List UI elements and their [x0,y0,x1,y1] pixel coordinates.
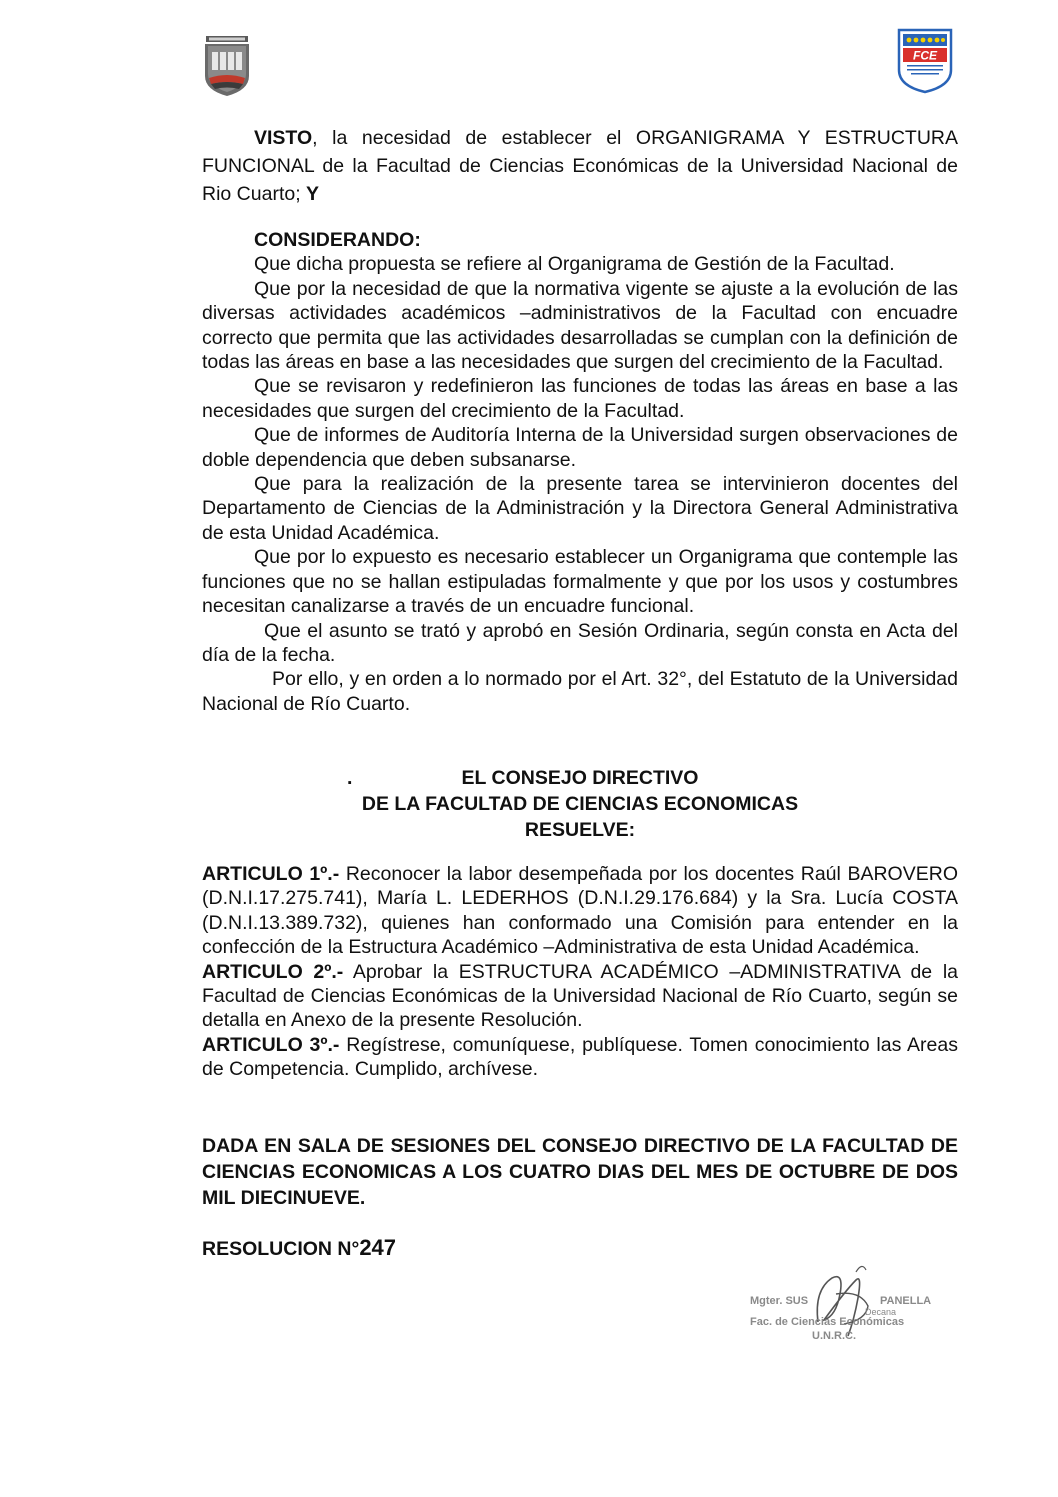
signature-line-2: Decana [865,1307,897,1317]
article-3 [202,1033,958,1082]
considerando-paragraph: Que para la realización de la presente tarea se intervinieron docentes del Departamento de Ciencias de la Administración y la Directora General Administrativa de esta Unidad Académica. [202,473,958,544]
resolution-value: 247 [359,1235,397,1260]
considerando-paragraph: Que dicha propuesta se refiere al Organigrama de Gestión de la Facultad. [254,253,895,276]
signature-line-4: U.N.R.C. [812,1330,856,1342]
article-3-text: Regístrese, comuníquese, publíquese. Tomen conocimiento las Areas de Competencia. Cumplido, archívese. [202,1033,958,1081]
considerando-paragraph: Que por lo expuesto es necesario establecer un Organigrama que contemple las funciones que no se hallan estipuladas formalmente y que por los usos y costumbres necesitan canalizarse a través de un encuadre funcional. [202,546,958,618]
dada-text: DADA EN SALA DE SESIONES DEL CONSEJO DIRECTIVO DE LA FACULTAD DE CIENCIAS ECONOMICAS A LOS CUATRO DIAS DEL MES DE OCTUBRE DE DOS MIL DIECINUEVE. [202,1135,958,1209]
article-2-text: Aprobar la ESTRUCTURA ACADÉMICO –ADMINISTRATIVA de la Facultad de Ciencias Económicas de la Universidad Nacional de Río Cuarto, según se detalla en Anexo de la presente Resolución. [202,960,958,1032]
visto-section [202,124,958,208]
considerando-paragraph: Que el asunto se trató y aprobó en Sesión Ordinaria, según consta en Acta del día de la fecha. [202,619,958,666]
council-line-1: EL CONSEJO DIRECTIVO [461,767,699,789]
visto-label: VISTO [254,127,313,149]
signature-line-1b: PANELLA [880,1295,932,1307]
article-1-label: ARTICULO 1º.- [202,863,340,885]
visto-text: , la necesidad de establecer el ORGANIGRAMA Y ESTRUCTURA FUNCIONAL de la Facultad de Ciencias Económicas de la Universidad Nacional de Rio Cuarto; [202,127,958,205]
article-2-label: ARTICULO 2º.- [202,960,344,983]
signature-stamp [740,1250,970,1360]
considerando-paragraph: Que se revisaron y redefinieron las funciones de todas las áreas en base a las necesidades que surgen del crecimiento de la Facultad. [202,375,958,422]
council-line-3: RESUELVE: [524,819,636,841]
article-1 [202,862,958,960]
visto-paragraph [202,124,958,208]
article-3-label: ARTICULO 3º.- [202,1033,340,1056]
article-1-text: Reconocer la labor desempeñada por los docentes Raúl BAROVERO (D.N.I.17.275.741), María L. LEDERHOS (D.N.I.29.176.684) y la Sra. Lucía COSTA (D.N.I.13.389.732), quienes han conformado una Comisión para entender en la confección de la Estructura Académico –Administrativa de esta Unidad Académica. [202,863,958,959]
signature-line-1a: Mgter. SUS [750,1295,809,1307]
council-line-2: DE LA FACULTAD DE CIENCIAS ECONOMICAS [361,793,799,815]
fce-logo-icon [897,28,953,94]
council-line-1-row [202,765,958,791]
resolution-label: RESOLUCION N° [202,1238,360,1260]
considerando-paragraph: Que de informes de Auditoría Interna de la Universidad surgen observaciones de doble dependencia que deben subsanarse. [202,424,958,471]
considerando-section [202,228,958,716]
svg-text:FCE: FCE [913,48,937,63]
dada-section [202,1133,958,1211]
considerando-paragraph: Por ello, y en orden a lo normado por el Art. 32°, del Estatuto de la Universidad Nacional de Río Cuarto. [202,668,958,715]
unrc-logo-icon [203,36,251,98]
considerando-paragraph: Que por la necesidad de que la normativa vigente se ajuste a la evolución de las diversas actividades académicos –administrativos de la Facultad con encuadre correcto que permita que las actividades desarrolladas se cumplan con la definición de todas las áreas en base a las necesidades que surgen del crecimiento de la Facultad. [202,277,958,374]
article-2 [202,960,958,1033]
council-heading [202,765,958,843]
council-dot: . [347,767,353,789]
considerando-heading: CONSIDERANDO: [254,229,421,251]
signature-line-3: Fac. de Ciencias Económicas [750,1316,905,1328]
visto-end: Y [306,183,320,205]
articles-section [202,862,958,1082]
